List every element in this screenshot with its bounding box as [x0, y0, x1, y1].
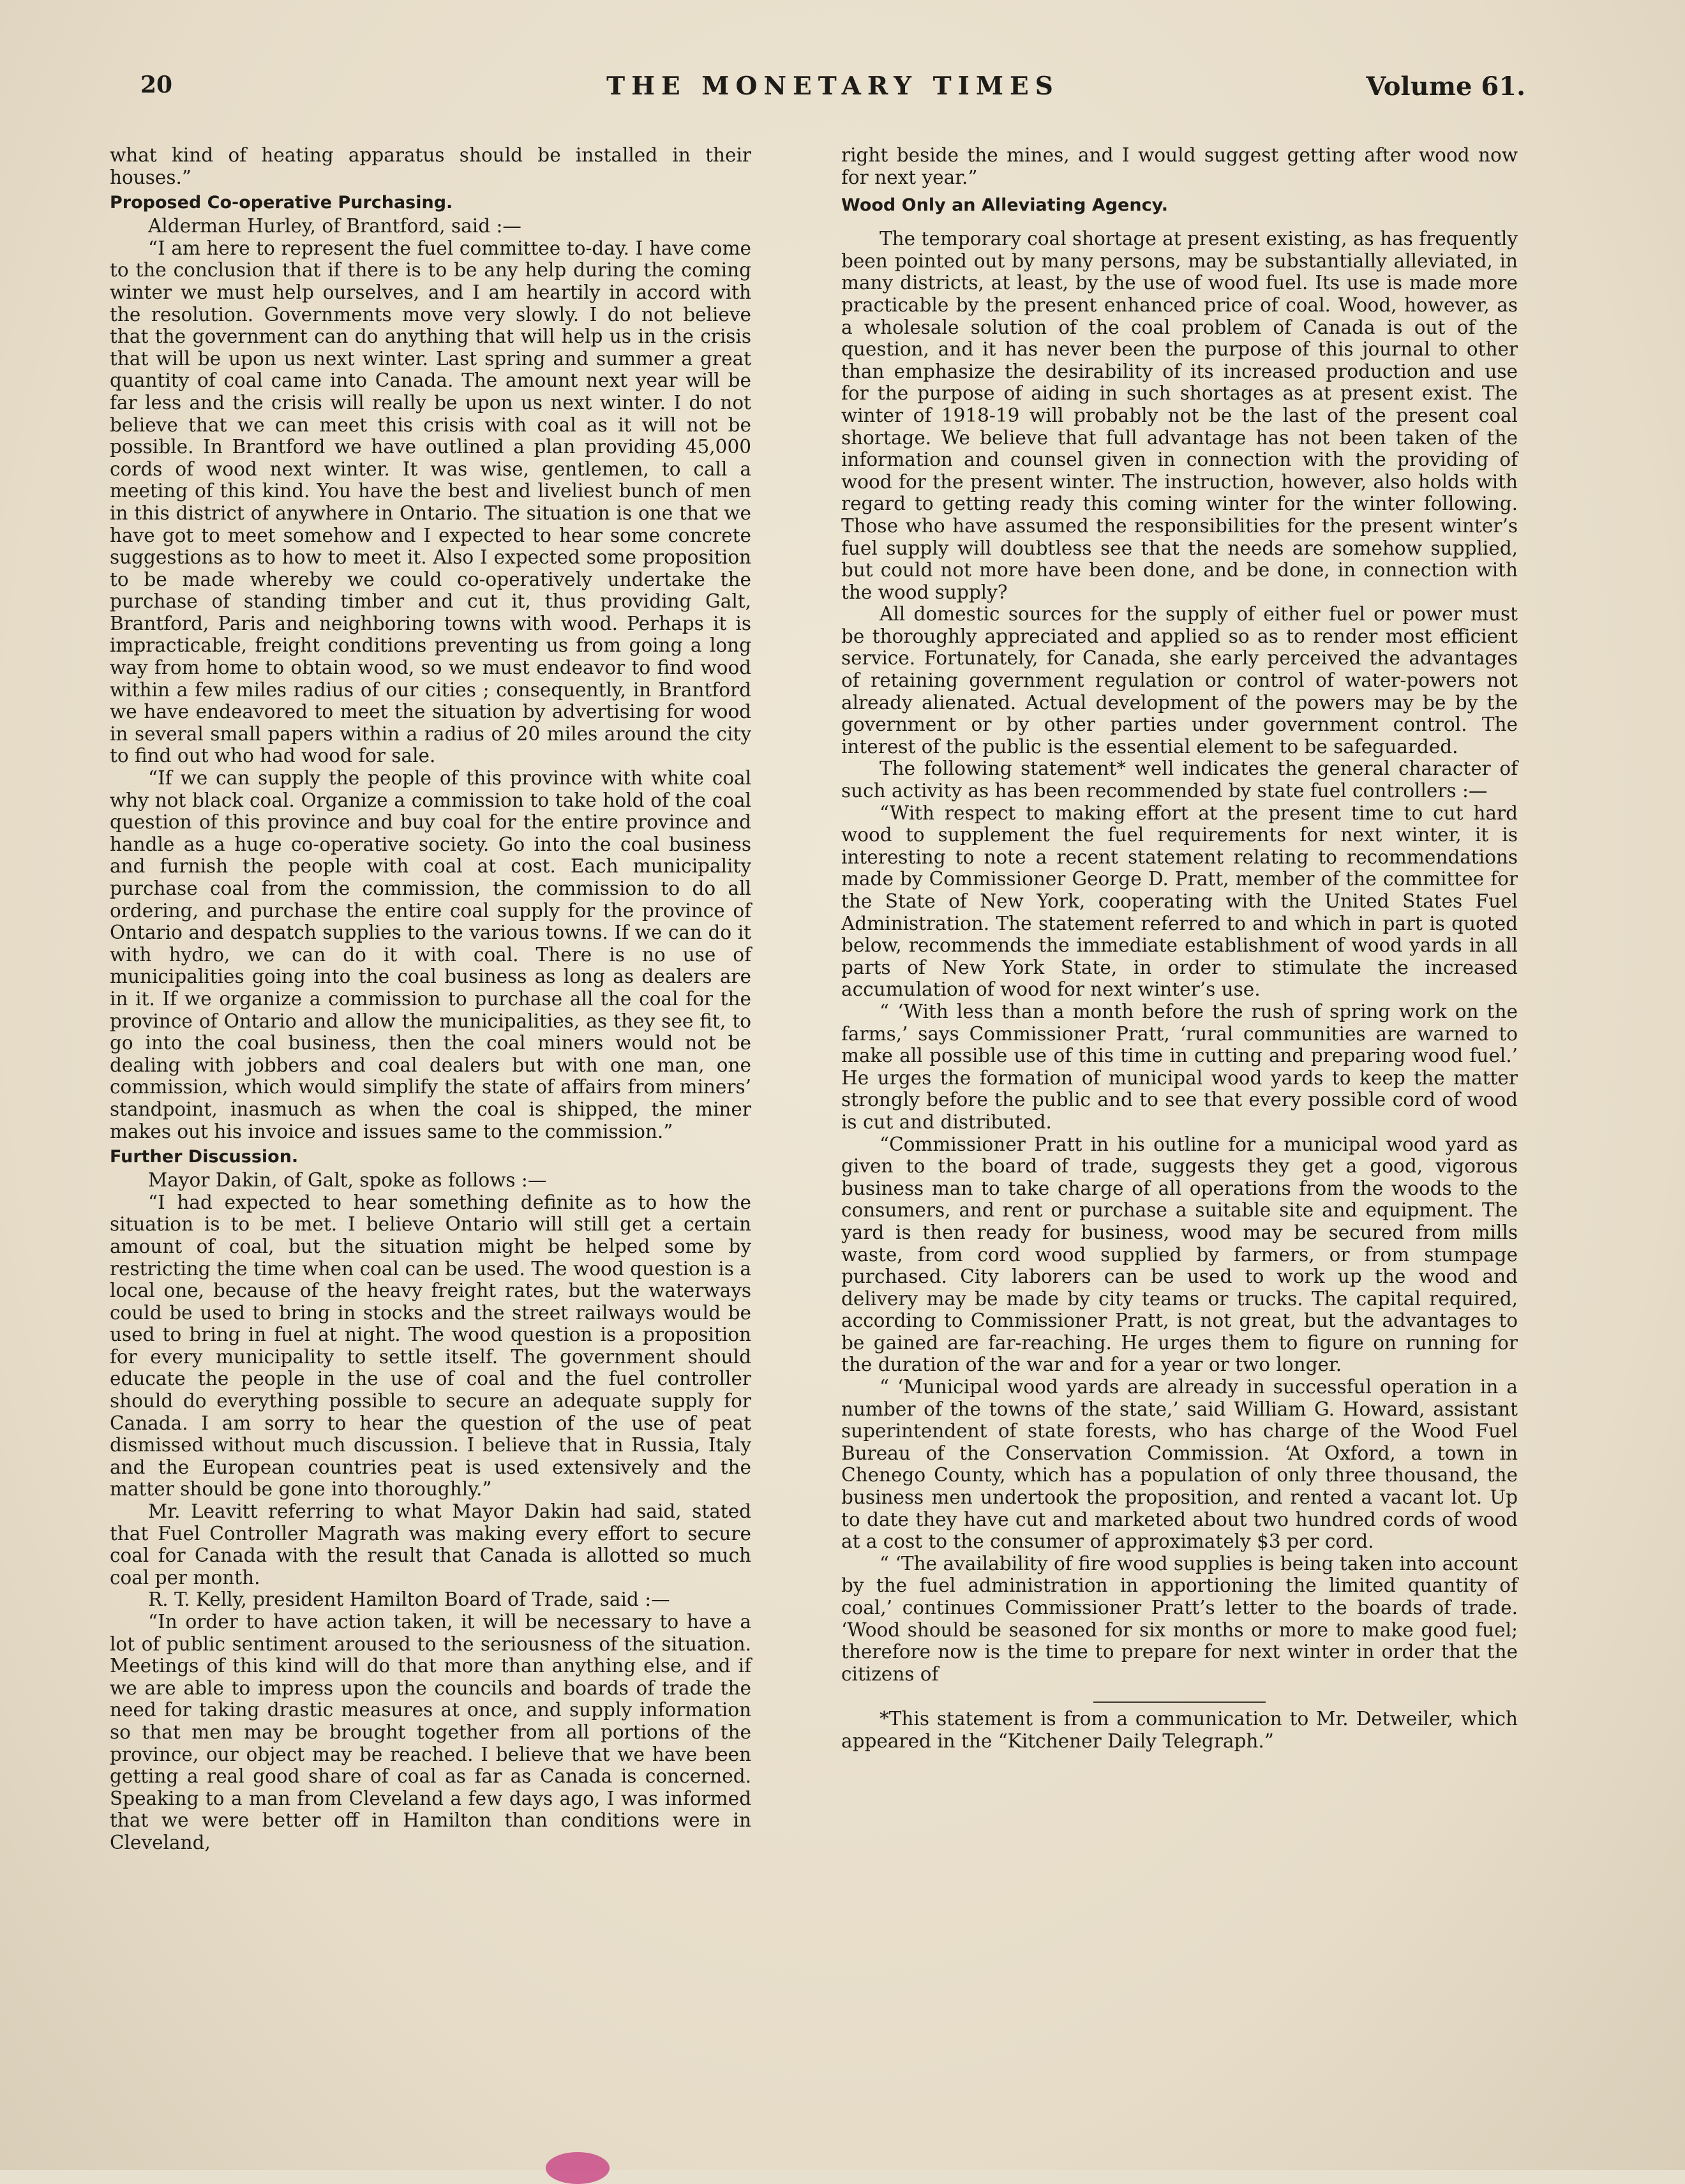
body-paragraph: “If we can supply the people of this province with white coal why not black coal. Organize a commission to take hold of the coal question of this province and buy coal for the entire province and handle as a huge co-operative society. Go into the coal business and furnish the people with coal at cost. Each municipality purchase coal from the commission, the commission to do all ordering, and purchase the entire coal supply for the province of Ontario and despatch supplies to the various towns. If we can do it with hydro, we can do it with coal. There is no use of municipalities going into the coal business as long as dealers are in it. If we organize a commission to purchase all the coal for the province of Ontario and allow the municipalities, as they see fit, to go into the coal business, then the coal miners would not be dealing with jobbers and coal dealers but with one man, one commission, which would simplify the state of affairs from miners’ standpoint, inasmuch as when the coal is shipped, the miner makes out his invoice and issues same to the commission.” — [110, 767, 751, 1142]
body-paragraph: “In order to have action taken, it will be necessary to have a lot of public sentiment aroused to the seriousness of the situation. Meetings of this kind will do that more than anything else, and if we are able to impress upon the councils and boards of trade the need for taking drastic measures at once, and supply information so that men may be brought together from all portions of the province, our object may be reached. I believe that we have been getting a real good share of coal as far as Canada is concerned. Speaking to a man from Cleveland a few days ago, I was informed that we were better off in Hamilton than conditions were in Cleveland, — [110, 1611, 751, 1853]
body-paragraph: “ ‘With less than a month before the rush of spring work on the farms,’ says Commissioner Pratt, ‘rural communities are warned to make all possible use of this time in cutting and preparing wood fuel.’ He urges the formation of municipal wood yards to keep the matter strongly before the public and to see that every possible cord of wood is cut and distributed. — [841, 1000, 1518, 1133]
body-paragraph: “ ‘Municipal wood yards are already in successful operation in a number of the towns of the state,’ said William G. Howard, assistant superintendent of state forests, who has charge of the Wood Fuel Bureau of the Conservation Commission. ‘At Oxford, a town in Chenego County, which has a population of only three thousand, the business men undertook the proposition, and rented a vacant lot. Up to date they have cut and marketed about two hundred cords of wood at a cost to the consumer of approximately $3 per cord. — [841, 1376, 1518, 1553]
body-paragraph: “ ‘The availability of fire wood supplies is being taken into account by the fuel administration in apportioning the limited quantity of coal,’ continues Commissioner Pratt’s letter to the boards of trade. ‘Wood should be seasoned for six months or more to make good fuel; therefore now is the time to prepare for next winter in order that the citizens of — [841, 1552, 1518, 1685]
body-paragraph: “I am here to represent the fuel committee to-day. I have come to the conclusion that if there is to be any help during the coming winter we must help ourselves, and I am heartily in accord with the resolution. Governments move very slowly. I do not believe that the government can do anything that will help us in the crisis that will be upon us next winter. Last spring and summer a great quantity of coal came into Canada. The amount next year will be far less and the crisis will really be upon us next winter. I do not believe that we can meet this crisis with coal as it will not be possible. In Brantford we have outlined a plan providing 45,000 cords of wood next winter. It was wise, gentlemen, to call a meeting of this kind. You have the best and liveliest bunch of men in this district of anywhere in Ontario. The situation is one that we have got to meet somehow and I expected to hear some concrete suggestions as to how to meet it. Also I expected some proposition to be made whereby we could co-operatively undertake the purchase of standing timber and cut it, thus providing Galt, Brantford, Paris and neighboring towns with wood. Perhaps it is impracticable, freight conditions preventing us from going a long way from home to obtain wood, so we must endeavor to find wood within a few miles radius of our cities ; consequently, in Brantford we have endeavored to meet the situation by advertising for wood in several small papers within a radius of 20 miles around the city to find out who had wood for sale. — [110, 237, 751, 767]
body-paragraph: Alderman Hurley, of Brantford, said :— — [148, 215, 521, 237]
left-column — [110, 144, 751, 1854]
body-paragraph: All domestic sources for the supply of either fuel or power must be thoroughly appreciated and applied so as to render most efficient service. Fortunately, for Canada, she early perceived the advantages of retaining government regulation or control of water-powers not already alienated. Actual development of the powers may be by the government or by other parties under government control. The interest of the public is the essential element to be safeguarded. — [841, 603, 1518, 758]
page-number: 20 — [140, 71, 173, 98]
body-paragraph: “Commissioner Pratt in his outline for a municipal wood yard as given to the board of trade, suggests they get a good, vigorous business man to take charge of all operations from the woods to the consumers, and rent or purchase a suitable site and equipment. The yard is then ready for business, wood may be secured from mills waste, from cord wood supplied by farmers, or from stumpage purchased. City laborers can be used to work up the wood and delivery may be made by city teams or trucks. The capital required, according to Commissioner Pratt, is not great, but the advantages to be gained are far-reaching. He urges them to figure on running for the duration of the war and for a year or two longer. — [841, 1133, 1518, 1376]
section-heading: Further Discussion. — [110, 1147, 299, 1167]
body-paragraph: Mr. Leavitt referring to what Mayor Dakin had said, stated that Fuel Controller Magrath was making every effort to secure coal for Canada with the result that Canada is allotted so much coal per month. — [110, 1500, 751, 1589]
body-paragraph: The temporary coal shortage at present existing, as has frequently been pointed out by many persons, may be substantially alleviated, in many districts, at least, by the use of wood fuel. Its use is made more practicable by the present enhanced price of coal. Wood, however, as a wholesale solution of the coal problem of Canada is out of the question, and it has never been the purpose of this journal to other than emphasize the desirability of its increased production and use for the purpose of aiding in such shortages as at present exist. The winter of 1918-19 will probably not be the last of the present coal shortage. We believe that full advantage has not been taken of the information and counsel given in connection with the providing of wood for the present winter. The instruction, however, also holds with regard to getting ready this coming winter for the winter following. Those who have assumed the responsibilities for the present winter’s fuel supply will doubtless see that the needs are somehow supplied, but could not more have been done, and be done, in connection with the wood supply? — [841, 228, 1518, 603]
publication-title: THE MONETARY TIMES — [606, 71, 1060, 101]
ink-stain — [546, 2152, 610, 2184]
section-heading: Wood Only an Alleviating Agency. — [841, 195, 1168, 216]
body-paragraph: Mayor Dakin, of Galt, spoke as follows :— — [148, 1169, 547, 1192]
running-header — [140, 71, 1525, 110]
body-paragraph: “With respect to making effort at the present time to cut hard wood to supplement the fuel requirements for next winter, it is interesting to note a recent statement relating to recommendations made by Commissioner George D. Pratt, member of the committee for the State of New York, cooperating with the United States Fuel Administration. The statement referred to and which in part is quoted below, recommends the immediate establishment of wood yards in all parts of New York State, in order to stimulate the increased accumulation of wood for next winter’s use. — [841, 802, 1518, 1001]
body-paragraph: “I had expected to hear something definite as to how the situation is to be met. I believe Ontario will still get a certain amount of coal, but the situation might be helped some by restricting the time when coal can be used. The wood question is a local one, because of the heavy freight rates, but the waterways could be used to bring in stocks and the street railways would be used to bring in fuel at night. The wood question is a proposition for every municipality to settle itself. The government should educate the people in the use of coal and the fuel controller should do everything possible to secure an adequate supply for Canada. I am sorry to hear the question of the use of peat dismissed without much discussion. I believe that in Russia, Italy and the European countries peat is used extensively and the matter should be gone into thoroughly.” — [110, 1191, 751, 1500]
body-paragraph: what kind of heating apparatus should be installed in their houses.” — [110, 144, 751, 188]
body-paragraph: The following statement* well indicates the general character of such activity as has been recommended by state fuel controllers :— — [841, 758, 1518, 802]
body-paragraph: R. T. Kelly, president Hamilton Board of Trade, said :— — [148, 1589, 670, 1611]
right-column — [841, 144, 1518, 1753]
body-paragraph: *This statement is from a communication to Mr. Detweiler, which appeared in the “Kitchener Daily Telegraph.” — [841, 1708, 1518, 1752]
footnote-rule — [1093, 1702, 1266, 1703]
body-paragraph: right beside the mines, and I would suggest getting after wood now for next year.” — [841, 144, 1518, 188]
volume-label: Volume 61. — [1366, 71, 1525, 101]
section-heading: Proposed Co-operative Purchasing. — [110, 193, 453, 213]
